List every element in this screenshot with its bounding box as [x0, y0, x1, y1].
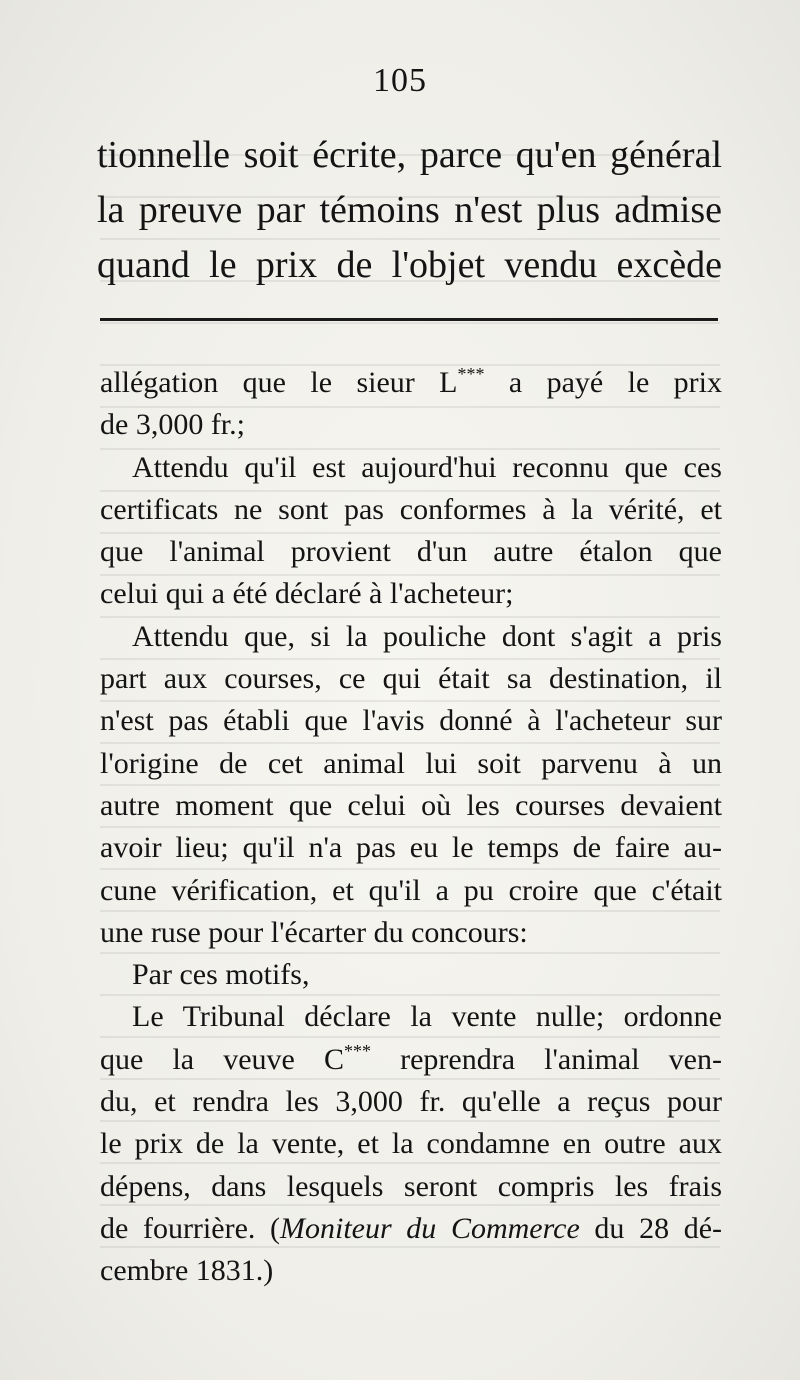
page-number: 105	[373, 62, 427, 99]
text-line: autre moment que celui où les courses devaient	[100, 788, 722, 822]
text-line: Le Tribunal déclare la vente nulle; ordonne	[132, 1000, 722, 1034]
citation-source: Moniteur du Commerce	[280, 1211, 580, 1245]
text-line: avoir lieu; qu'il n'a pas eu le temps de faire au-	[100, 831, 722, 865]
text-line: du, et rendra les 3,000 fr. qu'elle a reçus pour	[100, 1085, 722, 1119]
text-line: de 3,000 fr.;	[100, 408, 245, 442]
citation-prefix: de fourrière. (	[100, 1211, 281, 1245]
text-line: le prix de la vente, et la condamne en outre aux	[100, 1127, 722, 1161]
main-text	[100, 362, 722, 1293]
text-line: la preuve par témoins n'est plus admise	[97, 189, 722, 231]
text-line: cembre 1831.)	[100, 1254, 274, 1288]
text-line: Par ces motifs,	[132, 958, 310, 992]
text-line: n'est pas établi que l'avis donné à l'acheteur sur	[100, 704, 722, 738]
citation-suffix: du 28 dé-	[579, 1211, 723, 1245]
text-line	[100, 1208, 722, 1250]
text-line: Attendu qu'il est aujourd'hui reconnu que ces	[132, 450, 722, 484]
text-line: l'origine de cet animal lui soit parvenu à un	[100, 746, 722, 780]
text-line: que l'animal provient d'un autre étalon que	[100, 535, 722, 569]
text-line: tionnelle soit écrite, parce qu'en général	[97, 134, 722, 176]
text-line: dépens, dans lesquels seront compris les frais	[100, 1169, 722, 1203]
footnote-continuation-top	[97, 128, 722, 293]
separator-rule	[100, 318, 718, 321]
text-line: allégation que le sieur L*** a payé le prix	[100, 364, 722, 399]
text-line: quand le prix de l'objet vendu excède	[97, 244, 722, 286]
text-line: que la veuve C*** reprendra l'animal ven-	[100, 1040, 722, 1076]
text-line: celui qui a été déclaré à l'acheteur;	[100, 577, 514, 611]
text-line: Attendu que, si la pouliche dont s'agit a pris	[132, 619, 722, 653]
text-line: part aux courses, ce qui était sa destination, il	[100, 662, 722, 696]
text-line: cune vérification, et qu'il a pu croire que c'était	[100, 873, 722, 907]
text-line: une ruse pour l'écarter du concours:	[100, 915, 528, 949]
text-line: certificats ne sont pas conformes à la vérité, et	[100, 492, 722, 526]
